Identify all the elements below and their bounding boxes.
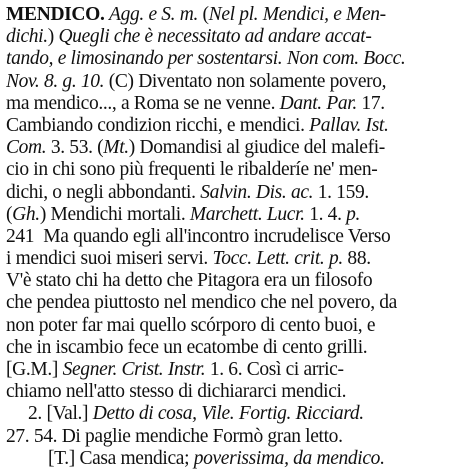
italic-text: Gh. bbox=[12, 203, 40, 225]
italic-text: tando, e limosinando per sostentarsi. Non com. Bocc. bbox=[6, 48, 406, 70]
entry-text: ( bbox=[6, 203, 13, 225]
entry-text: V'è stato chi ha detto che Pitagora era un filosofo bbox=[6, 270, 373, 292]
entry-line bbox=[6, 137, 466, 159]
italic-text: Pallav. Ist. bbox=[309, 114, 389, 136]
italic-text: Marchett. Lucr. bbox=[189, 203, 305, 225]
entry-line bbox=[6, 270, 466, 292]
entry-text: ) Mendichi mortali. bbox=[39, 203, 190, 225]
entry-line bbox=[6, 381, 466, 403]
italic-text: Mt. bbox=[103, 137, 129, 159]
entry-text: ( bbox=[197, 4, 209, 25]
entry-text: 1. 159. bbox=[313, 181, 369, 203]
italic-text: Segner. Crist. Instr. bbox=[62, 359, 206, 380]
entry-text: 1. 4. bbox=[304, 203, 347, 225]
entry-text: 88. bbox=[342, 248, 371, 270]
entry-text: 1. 6. Così ci arric- bbox=[205, 359, 344, 380]
entry-line bbox=[6, 48, 466, 70]
entry-text: ma mendico..., a Roma se ne venne. bbox=[6, 92, 280, 114]
italic-text: poverissima, da mendico. bbox=[193, 447, 385, 469]
entry-text: cio in chi sono più frequenti le ribalderíe ne' men- bbox=[6, 159, 378, 181]
entry-line bbox=[6, 159, 466, 181]
italic-text: Quegli che è necessitato ad andare accat- bbox=[58, 26, 372, 48]
entry-text: 27. 54. Di paglie mendiche Formò gran letto. bbox=[6, 425, 343, 447]
entry-text: chiamo nell'atto stesso di dichiararci mendici. bbox=[6, 381, 347, 403]
entry-text: che pendea piuttosto nel mendico che nel povero, da bbox=[6, 292, 397, 314]
entry-line bbox=[6, 315, 466, 337]
entry-text: ) Domandisi al giudice del malefi- bbox=[128, 137, 385, 159]
italic-text: Com. bbox=[6, 137, 47, 159]
entry-line bbox=[6, 182, 466, 204]
italic-text: p. bbox=[346, 203, 361, 225]
entry-line bbox=[6, 93, 466, 115]
entry-line bbox=[6, 115, 466, 137]
entry-text: ) bbox=[47, 26, 59, 48]
entry-text: [T.] Casa mendica; bbox=[48, 447, 194, 469]
entry-text: 3. 53. ( bbox=[46, 137, 104, 159]
entry-text: 2. [Val.] bbox=[28, 403, 93, 425]
entry-line bbox=[6, 403, 466, 425]
headword: MENDICO. bbox=[6, 4, 105, 25]
entry-text: non poter far mai quello scórporo di cento buoi, e bbox=[6, 314, 376, 336]
entry-line bbox=[6, 448, 466, 470]
italic-text: Tocc. Lett. crit. p. bbox=[212, 248, 343, 270]
entry-line bbox=[6, 337, 466, 359]
entry-line bbox=[6, 292, 466, 314]
entry-line bbox=[6, 426, 466, 448]
entry-text: 17. bbox=[356, 92, 385, 114]
entry-line bbox=[6, 359, 466, 381]
entry-text: (C) Diventato non solamente povero, bbox=[104, 70, 387, 92]
italic-text: dichi. bbox=[6, 26, 48, 48]
entry-line bbox=[6, 71, 466, 93]
italic-text: Salvin. Dis. ac. bbox=[200, 181, 314, 203]
entry-line bbox=[6, 248, 466, 270]
entry-text: dichi, o negli abbondanti. bbox=[6, 181, 201, 203]
entry-text: 241 Ma quando egli all'incontro incrudelisce Verso bbox=[6, 225, 391, 247]
entry-text: Cambiando condizion ricchi, e mendici. bbox=[6, 114, 310, 136]
entry-line bbox=[6, 26, 466, 48]
entry-line bbox=[6, 204, 466, 226]
entry-text: i mendici suoi miseri servi. bbox=[6, 248, 213, 270]
italic-text: Nel pl. Mendici, e Men- bbox=[208, 4, 386, 25]
italic-text: Agg. e S. m. bbox=[109, 4, 198, 25]
entry-text: che in iscambio fece un ecatombe di cento grilli. bbox=[6, 336, 368, 358]
italic-text: Dant. Par. bbox=[279, 92, 357, 114]
italic-text: Nov. 8. g. 10. bbox=[6, 70, 105, 92]
entry-text: [G.M.] bbox=[6, 359, 63, 380]
entry-line bbox=[6, 226, 466, 248]
entry-line bbox=[6, 4, 466, 26]
italic-text: Detto di cosa, Vile. Fortig. Ricciard. bbox=[92, 403, 364, 425]
